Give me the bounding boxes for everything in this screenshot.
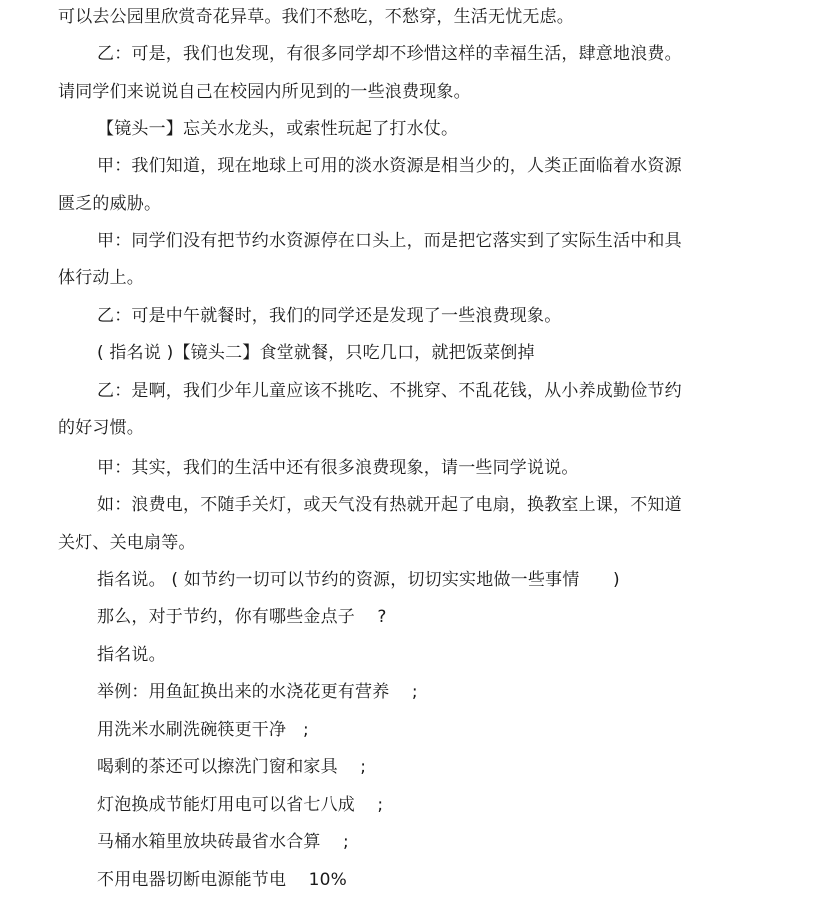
text-line: 乙：可是中午就餐时，我们的同学还是发现了一些浪费现象。 [97, 306, 562, 326]
text-line: 乙：可是，我们也发现，有很多同学却不珍惜这样的幸福生活，肆意地浪费。 [97, 44, 682, 64]
text-line: 不用电器切断电源能节电 10% [97, 870, 347, 890]
text-line: 可以去公园里欣赏奇花异草。我们不愁吃，不愁穿，生活无忧无虑。 [58, 7, 574, 27]
text-line: 喝剩的茶还可以擦洗门窗和家具 ; [97, 757, 367, 777]
text-line: 的好习惯。 [58, 418, 144, 438]
text-line: 乙：是啊，我们少年儿童应该不挑吃、不挑穿、不乱花钱，从小养成勤俭节约 [97, 381, 682, 401]
text-line: 指名说。 ( 如节约一切可以节约的资源，切切实实地做一些事情 ) [97, 570, 620, 590]
text-line: 匮乏的威胁。 [58, 194, 162, 214]
text-line: 马桶水箱里放块砖最省水合算 ; [97, 832, 349, 852]
text-line: 那么，对于节约，你有哪些金点子 ? [97, 607, 387, 627]
text-line: ( 指名说 )【镜头二】食堂就餐，只吃几口，就把饭菜倒掉 [97, 343, 535, 363]
text-line: 体行动上。 [58, 268, 144, 288]
text-line: 【镜头一】忘关水龙头，或索性玩起了打水仗。 [97, 119, 459, 139]
text-line: 关灯、关电扇等。 [58, 533, 196, 553]
text-line: 甲：其实，我们的生活中还有很多浪费现象，请一些同学说说。 [97, 458, 579, 478]
text-line: 甲：我们知道，现在地球上可用的淡水资源是相当少的，人类正面临着水资源 [97, 156, 682, 176]
text-line: 灯泡换成节能灯用电可以省七八成 ; [97, 795, 384, 815]
text-line: 请同学们来说说自己在校园内所见到的一些浪费现象。 [58, 82, 471, 102]
text-line: 用洗米水刷洗碗筷更干净 ; [97, 720, 309, 740]
text-line: 甲：同学们没有把节约水资源停在口头上，而是把它落实到了实际生活中和具 [97, 231, 682, 251]
text-line: 如：浪费电，不随手关灯，或天气没有热就开起了电扇，换教室上课，不知道 [97, 495, 682, 515]
text-line: 指名说。 [97, 645, 166, 665]
text-line: 举例：用鱼缸换出来的水浇花更有营养 ; [97, 682, 418, 702]
